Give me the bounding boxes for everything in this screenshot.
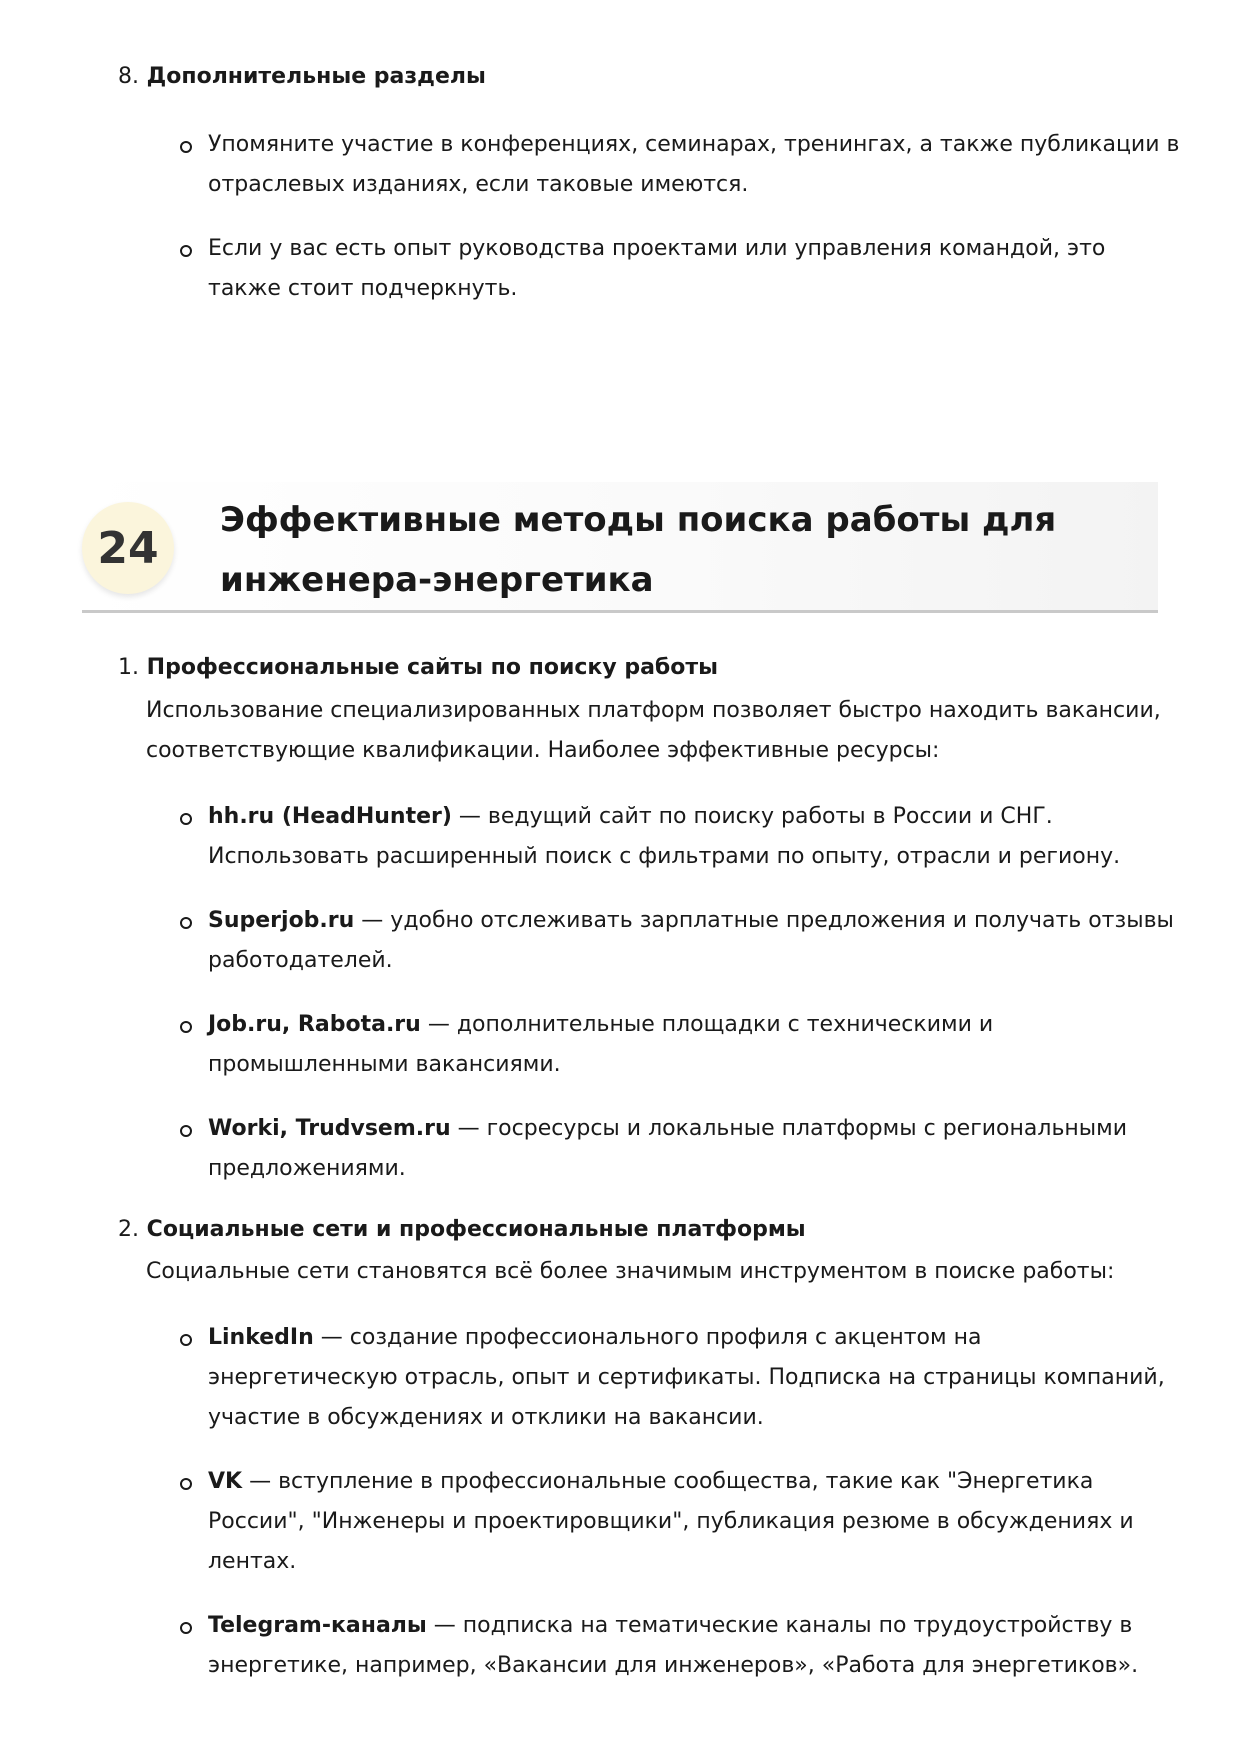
description-line: соответствующие квалификации. Наиболее эффективные ресурсы: [146,738,940,763]
section-title [220,490,1056,610]
bullet-line: Если у вас есть опыт руководства проектами или управления командой, это [208,236,1106,261]
bullet-line [208,901,1174,941]
circle-bullet-icon [180,245,192,257]
bullet-line: Использовать расширенный поиск с фильтрами по опыту, отрасли и региону. [208,844,1121,869]
bullet-line: лентах. [208,1549,297,1574]
section-title-line: инженера-энергетика [220,560,654,600]
item-description [146,1252,1114,1292]
bullet-line [208,1606,1138,1646]
bullet-line: Упомяните участие в конференциях, семинарах, тренингах, а также публикации в [208,132,1180,157]
bullet-rest: — дополнительные площадки с техническими и [420,1012,994,1037]
bullet-bold: Telegram-каналы [208,1613,427,1638]
bullet-line: энергетике, например, «Вакансии для инженеров», «Работа для энергетиков». [208,1653,1139,1678]
bullet-line: работодателей. [208,948,393,973]
bullet-line: предложениями. [208,1156,406,1181]
bullet-text [208,1606,1138,1686]
bullet-line [208,1462,1134,1502]
circle-bullet-icon [180,1125,192,1137]
bullet-rest: — ведущий сайт по поиску работы в России и СНГ. [451,804,1053,829]
description-line: Социальные сети становятся всё более значимым инструментом в поиске работы: [146,1259,1115,1284]
circle-bullet-icon [180,141,192,153]
bullet-line: энергетическую отрасль, опыт и сертификаты. Подписка на страницы компаний, [208,1365,1165,1390]
bullet-rest: — удобно отслеживать зарплатные предложения и получать отзывы [354,908,1174,933]
bullet-line: промышленными вакансиями. [208,1052,561,1077]
bullet-text [208,125,1179,205]
bullet-bold: Superjob.ru [208,908,355,933]
bullet-text [208,797,1120,877]
circle-bullet-icon [180,1478,192,1490]
bullet-rest: — госресурсы и локальные платформы с региональными [450,1116,1128,1141]
bullet-line [208,1005,993,1045]
bullet-line: России", "Инженеры и проектировщики", публикация резюме в обсуждениях и [208,1509,1134,1534]
bullet-line [208,797,1120,837]
bullet-text [208,1005,993,1085]
numbered-item-heading [118,655,718,680]
circle-bullet-icon [180,917,192,929]
bullet-line [208,1109,1127,1149]
section-title-line: Эффективные методы поиска работы для [220,500,1057,540]
section-header [82,482,1158,612]
circle-bullet-icon [180,813,192,825]
bullet-line: также стоит подчеркнуть. [208,276,518,301]
numbered-item-heading [118,1217,806,1242]
bullet-line: отраслевых изданиях, если таковые имеются. [208,172,749,197]
circle-bullet-icon [180,1021,192,1033]
description-line: Использование специализированных платформ позволяет быстро находить вакансии, [146,698,1161,723]
item-title: Дополнительные разделы [146,64,486,89]
circle-bullet-icon [180,1334,192,1346]
bullet-line: участие в обсуждениях и отклики на вакансии. [208,1405,764,1430]
circle-bullet-icon [180,1622,192,1634]
bullet-rest: — вступление в профессиональные сообщества, такие как "Энергетика [242,1469,1094,1494]
item-number: 1. [118,655,139,680]
bullet-text [208,229,1105,309]
bullet-line [208,1318,1165,1358]
numbered-item-heading [118,64,486,89]
item-number: 8. [118,64,139,89]
bullet-bold: LinkedIn [208,1325,314,1350]
item-title: Социальные сети и профессиональные платформы [146,1217,806,1242]
bullet-bold: Job.ru, Rabota.ru [208,1012,421,1037]
section-divider [82,610,1158,613]
bullet-text [208,901,1174,981]
bullet-text [208,1462,1134,1582]
bullet-bold: VK [208,1469,243,1494]
item-title: Профессиональные сайты по поиску работы [146,655,719,680]
bullet-text [208,1318,1165,1438]
section-number-badge: 24 [82,502,174,594]
bullet-bold: Worki, Trudvsem.ru [208,1116,451,1141]
bullet-bold: hh.ru (HeadHunter) [208,804,452,829]
bullet-rest: — создание профессионального профиля с акцентом на [313,1325,982,1350]
item-number: 2. [118,1217,139,1242]
bullet-rest: — подписка на тематические каналы по трудоустройству в [426,1613,1133,1638]
item-description [146,691,1161,771]
bullet-text [208,1109,1127,1189]
